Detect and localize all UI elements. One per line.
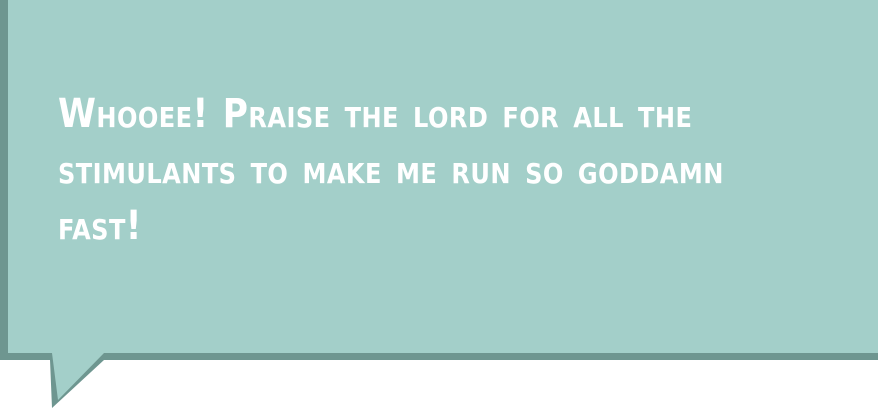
- speech-bubble-text: Whooee! Praise the lord for all the stimulants to make me run so goddamn fast!: [58, 91, 724, 249]
